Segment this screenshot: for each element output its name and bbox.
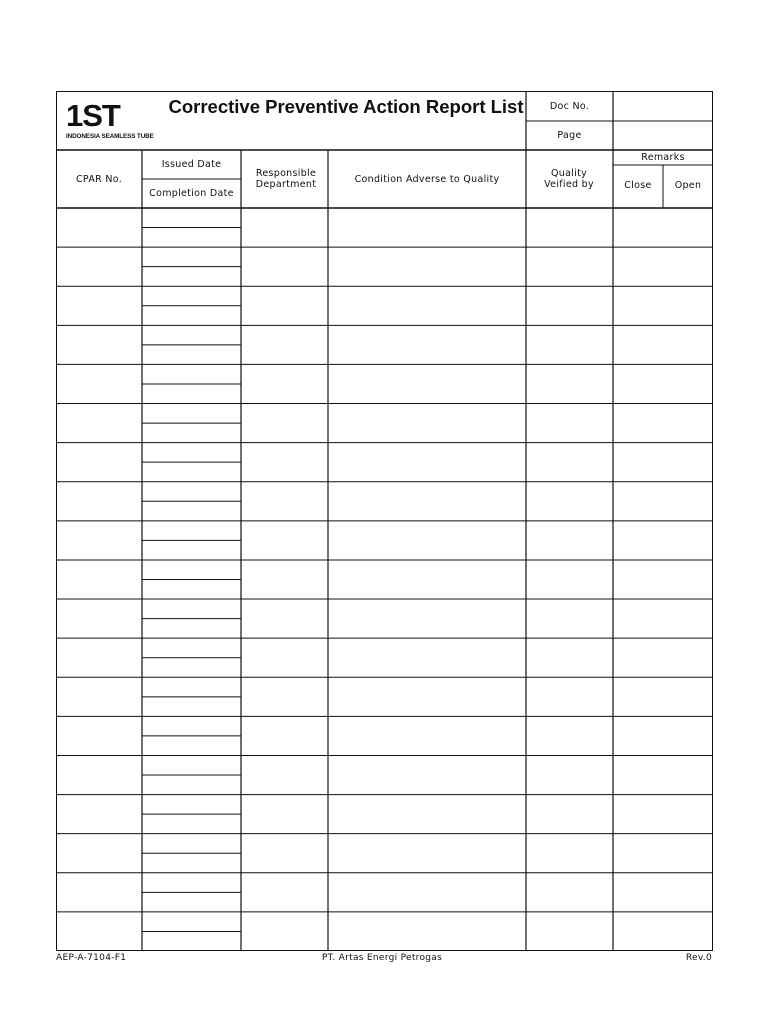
issued-date-header: Issued Date xyxy=(161,159,222,170)
condition-adverse-header: Condition Adverse to Quality xyxy=(354,174,500,185)
page-label: Page xyxy=(557,130,582,141)
logo-tagline: INDONESIA SEAMLESS TUBE xyxy=(66,133,154,140)
table-grid xyxy=(56,91,713,951)
page-title: Corrective Preventive Action Report List xyxy=(168,96,524,117)
remarks-header: Remarks xyxy=(641,152,685,163)
open-header: Open xyxy=(674,180,702,191)
doc-no-label: Doc No. xyxy=(549,101,590,112)
close-header: Close xyxy=(624,180,652,191)
completion-date-header: Completion Date xyxy=(149,188,234,199)
footer-revision: Rev.0 xyxy=(685,953,712,963)
logo-mark: 1ST xyxy=(66,98,120,133)
footer-company: PT. Artas Energi Petrogas xyxy=(321,953,443,963)
company-logo xyxy=(66,99,152,145)
cpar-no-header: CPAR No. xyxy=(75,174,123,185)
form-sheet xyxy=(56,91,713,951)
footer-form-code: AEP-A-7104-F1 xyxy=(56,953,127,963)
responsible-department-header: Responsible Department xyxy=(255,168,317,190)
quality-verified-header: Quality Veified by xyxy=(544,168,594,190)
